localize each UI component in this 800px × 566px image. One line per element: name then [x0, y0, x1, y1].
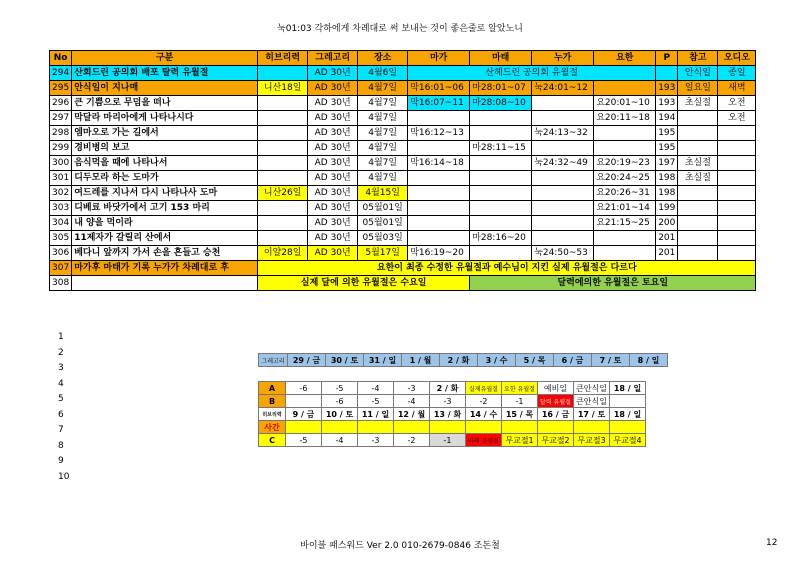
table-row — [50, 231, 756, 246]
matthew-ref — [470, 111, 532, 126]
grid-cell: 14 / 수 — [466, 408, 502, 421]
wednesday-note: 실제 달에 의한 유월절은 수요일 — [258, 276, 470, 291]
row-title: 여드레를 지나서 다시 나타나사 도마 — [72, 186, 258, 201]
header-cell: 마가 — [408, 51, 470, 66]
line-number: 2 — [58, 347, 64, 358]
matthew-ref — [470, 201, 532, 216]
audio — [718, 201, 756, 216]
row-number: 300 — [50, 156, 72, 171]
matthew-ref — [470, 216, 532, 231]
row-number: 294 — [50, 66, 72, 81]
line-number: 3 — [58, 363, 64, 373]
date: 5월17일 — [358, 246, 408, 261]
note: 초실절 — [678, 156, 718, 171]
mark-ref: 막16:14~18 — [408, 156, 470, 171]
note — [678, 111, 718, 126]
table-row — [50, 96, 756, 111]
row-title: 엠마오로 가는 길에서 — [72, 126, 258, 141]
luke-ref — [532, 141, 594, 156]
calendar-day: 29 / 금 — [288, 354, 326, 367]
hebrew-date: 니산26일 — [258, 186, 308, 201]
grid-cell: 12 / 월 — [394, 408, 430, 421]
john-ref: 요20:01~10 — [594, 96, 656, 111]
audio — [718, 171, 756, 186]
john-ref: 요21:15~25 — [594, 216, 656, 231]
hebrew-date — [258, 216, 308, 231]
page-ref: 193 — [656, 96, 678, 111]
grid-cell: 무교절4 — [610, 434, 646, 447]
luke-ref — [532, 216, 594, 231]
row-title: 11제자가 갈릴리 산에서 — [72, 231, 258, 246]
grid-cell — [610, 395, 646, 408]
date: 4월7일 — [358, 141, 408, 156]
table-row — [50, 111, 756, 126]
luke-ref: 눅24:13~32 — [532, 126, 594, 141]
row-number: 295 — [50, 81, 72, 96]
grid-cell: 무교절1 — [502, 434, 538, 447]
passover-grid — [258, 381, 646, 447]
luke-ref: 눅24:32~49 — [532, 156, 594, 171]
john-ref: 요21:01~14 — [594, 201, 656, 216]
header-cell: 마태 — [470, 51, 532, 66]
line-number: 4 — [58, 378, 64, 389]
row-number: 299 — [50, 141, 72, 156]
grid-cell: 무교절3 — [574, 434, 610, 447]
date: 4월7일 — [358, 156, 408, 171]
grid-row — [259, 408, 646, 421]
gregorian-year: AD 30년 — [308, 246, 358, 261]
hebrew-date — [258, 231, 308, 246]
row-number: 307 — [50, 261, 72, 276]
grid-cell: 달력 유월절 — [538, 395, 574, 408]
grid-cell: -4 — [394, 395, 430, 408]
gregorian-year: AD 30년 — [308, 216, 358, 231]
footer: 바이블 패스워드 Ver 2.0 010-2679-0846 조돈철 — [300, 541, 500, 551]
grid-cell: -5 — [286, 434, 322, 447]
note — [678, 231, 718, 246]
john-ref — [594, 81, 656, 96]
gregorian-year: AD 30년 — [308, 66, 358, 81]
grid-cell: 2 / 화 — [430, 382, 466, 395]
table-row — [50, 261, 756, 276]
header-cell: 히브리력 — [258, 51, 308, 66]
row-title: 안식일이 지나매 — [72, 81, 258, 96]
grid-cell — [610, 421, 646, 434]
saturday-note: 달력에의한 유월절은 토요일 — [470, 276, 756, 291]
calendar-day: 8 / 일 — [630, 354, 668, 367]
grid-cell: -5 — [322, 382, 358, 395]
date: 05월01일 — [358, 216, 408, 231]
table-row — [50, 66, 756, 81]
header-cell: 오디오 — [718, 51, 756, 66]
date: 05월01일 — [358, 201, 408, 216]
header-cell: 그레고리 — [308, 51, 358, 66]
page-ref: 194 — [656, 111, 678, 126]
grid-cell: 18 / 일 — [610, 408, 646, 421]
line-numbers — [58, 330, 69, 485]
page-title: 눅01:03 각하에게 차례대로 써 보내는 것이 좋은줄로 알았노니 — [277, 24, 523, 34]
grid-row — [259, 421, 646, 434]
audio: 오전 — [718, 111, 756, 126]
grid-cell: 9 / 금 — [286, 408, 322, 421]
row-title: 경비병의 보고 — [72, 141, 258, 156]
mark-ref: 막16:07~11 — [408, 96, 470, 111]
row-number: 302 — [50, 186, 72, 201]
date: 05월03일 — [358, 231, 408, 246]
line-number: 1 — [58, 332, 64, 342]
hebrew-date — [258, 171, 308, 186]
table-row — [50, 141, 756, 156]
summary-note: 요한이 최종 수정한 유월절과 예수님이 지킨 실제 유월절은 다르다 — [258, 261, 756, 276]
mark-ref: 막16:19~20 — [408, 246, 470, 261]
mark-ref — [408, 141, 470, 156]
grid-cell: 18 / 일 — [610, 382, 646, 395]
date: 4월15일 — [358, 186, 408, 201]
mark-ref: 막16:12~13 — [408, 126, 470, 141]
page-ref — [656, 66, 678, 81]
matthew-ref — [470, 171, 532, 186]
gregorian-year: AD 30년 — [308, 126, 358, 141]
note — [678, 216, 718, 231]
row-number: 305 — [50, 231, 72, 246]
grid-cell: 10 / 토 — [322, 408, 358, 421]
row-title: 내 양을 먹이라 — [72, 216, 258, 231]
grid-cell: -6 — [286, 382, 322, 395]
date: 4월7일 — [358, 126, 408, 141]
grid-cell: 큰안식일 — [574, 395, 610, 408]
john-ref: 요20:24~25 — [594, 171, 656, 186]
gregorian-year: AD 30년 — [308, 201, 358, 216]
header-cell: 참고 — [678, 51, 718, 66]
luke-ref: 눅24:01~12 — [532, 81, 594, 96]
row-number: 303 — [50, 201, 72, 216]
gregorian-year: AD 30년 — [308, 81, 358, 96]
table-row — [50, 276, 756, 291]
grid-cell: -1 — [430, 434, 466, 447]
mark-ref — [408, 111, 470, 126]
luke-ref — [532, 231, 594, 246]
table-row — [50, 81, 756, 96]
grid-row — [259, 395, 646, 408]
row-number: 297 — [50, 111, 72, 126]
luke-ref — [532, 201, 594, 216]
gregorian-year: AD 30년 — [308, 96, 358, 111]
row-number: 308 — [50, 276, 72, 291]
grid-cell: 마태 유월절 — [466, 434, 502, 447]
row-title: 음식먹을 때에 나타나서 — [72, 156, 258, 171]
line-number: 5 — [58, 394, 64, 404]
mark-ref: 막16:01~06 — [408, 81, 470, 96]
john-ref — [594, 126, 656, 141]
grid-row — [259, 382, 646, 395]
note — [678, 201, 718, 216]
table-row — [50, 201, 756, 216]
grid-cell: 실제유월절 — [466, 382, 502, 395]
date: 4월7일 — [358, 111, 408, 126]
mark-ref — [408, 201, 470, 216]
header-cell: No — [50, 51, 72, 66]
note: 일요일 — [678, 81, 718, 96]
grid-cell — [394, 421, 430, 434]
matthew-ref: 마28:16~20 — [470, 231, 532, 246]
calendar-day: 6 / 금 — [554, 354, 592, 367]
note: 안식일 — [678, 66, 718, 81]
hebrew-date — [258, 201, 308, 216]
hebrew-date: 니산18일 — [258, 81, 308, 96]
john-ref: 요20:11~18 — [594, 111, 656, 126]
table-row — [50, 216, 756, 231]
row-number: 306 — [50, 246, 72, 261]
calendar-day: 5 / 목 — [516, 354, 554, 367]
note: 초실질 — [678, 171, 718, 186]
note: 초실절 — [678, 96, 718, 111]
row-number: 298 — [50, 126, 72, 141]
luke-ref — [532, 111, 594, 126]
row-title: 산회드린 공의회 배포 탈력 유월절 — [72, 66, 258, 81]
header-cell: 구분 — [72, 51, 258, 66]
grid-cell: -3 — [358, 434, 394, 447]
grid-cell — [286, 395, 322, 408]
date: 4월7일 — [358, 96, 408, 111]
calendar-top — [258, 353, 668, 367]
row-number: 301 — [50, 171, 72, 186]
date: 4월6일 — [358, 66, 408, 81]
grid-cell: 17 / 토 — [574, 408, 610, 421]
calendar-day: 7 / 토 — [592, 354, 630, 367]
grid-cell: -4 — [322, 434, 358, 447]
grid-cell — [322, 421, 358, 434]
grid-label: 사간 — [259, 421, 286, 434]
line-number: 6 — [58, 409, 64, 420]
grid-cell: -1 — [502, 395, 538, 408]
audio — [718, 231, 756, 246]
row-number: 296 — [50, 96, 72, 111]
grid-cell: 13 / 화 — [430, 408, 466, 421]
line-number: 9 — [58, 456, 64, 466]
row-title: 마가후 마태가 기록 누가가 차례대로 후 — [72, 261, 258, 276]
grid-cell: -5 — [358, 395, 394, 408]
calendar-day: 30 / 토 — [326, 354, 364, 367]
mark-ref — [408, 171, 470, 186]
row-title: 디두모라 하는 도마가 — [72, 171, 258, 186]
gregorian-year: AD 30년 — [308, 171, 358, 186]
john-ref — [594, 246, 656, 261]
grid-cell: -6 — [322, 395, 358, 408]
grid-cell: -4 — [358, 382, 394, 395]
row-title: 베다니 앞까지 가서 손을 흔들고 승천 — [72, 246, 258, 261]
grid-cell — [358, 421, 394, 434]
grid-cell — [430, 421, 466, 434]
gregorian-year: AD 30년 — [308, 186, 358, 201]
page-number: 12 — [766, 538, 778, 548]
table-row — [50, 246, 756, 261]
grid-cell — [466, 421, 502, 434]
matthew-ref — [470, 156, 532, 171]
grid-cell — [286, 421, 322, 434]
grid-label: A — [259, 382, 286, 395]
header-cell: P — [656, 51, 678, 66]
header-cell: 장소 — [358, 51, 408, 66]
audio: 새벽 — [718, 81, 756, 96]
mark-ref — [408, 216, 470, 231]
header-cell: 누가 — [532, 51, 594, 66]
note — [678, 141, 718, 156]
grid-cell: 예비일 — [538, 382, 574, 395]
date: 4월7일 — [358, 81, 408, 96]
gregorian-year: AD 30년 — [308, 156, 358, 171]
row-title: 막달라 마리아에게 나타나시다 — [72, 111, 258, 126]
table-row — [50, 171, 756, 186]
grid-cell: -3 — [430, 395, 466, 408]
grid-cell: 15 / 목 — [502, 408, 538, 421]
page-ref: 193 — [656, 81, 678, 96]
matthew-ref — [470, 246, 532, 261]
page-ref: 195 — [656, 141, 678, 156]
matthew-ref — [470, 186, 532, 201]
audio — [718, 141, 756, 156]
page-ref: 201 — [656, 231, 678, 246]
page-ref: 195 — [656, 126, 678, 141]
calendar-day: 1 / 월 — [402, 354, 440, 367]
john-ref: 요20:26~31 — [594, 186, 656, 201]
row-title — [72, 276, 258, 291]
calendar-label: 그레고리 — [259, 354, 288, 367]
audio — [718, 216, 756, 231]
line-number: 7 — [58, 425, 64, 435]
luke-ref — [532, 96, 594, 111]
note — [678, 186, 718, 201]
page-ref: 198 — [656, 186, 678, 201]
page-ref: 200 — [656, 216, 678, 231]
grid-cell: -2 — [466, 395, 502, 408]
header-cell: 요한 — [594, 51, 656, 66]
hebrew-date — [258, 156, 308, 171]
hebrew-date — [258, 141, 308, 156]
grid-label: 히브리력 — [259, 408, 286, 421]
grid-cell: 16 / 금 — [538, 408, 574, 421]
calendar-day: 31 / 일 — [364, 354, 402, 367]
grid-cell — [502, 421, 538, 434]
page-ref: 201 — [656, 246, 678, 261]
line-number: 10 — [58, 471, 70, 482]
row-title: 디베료 바닷가에서 고기 153 마리 — [72, 201, 258, 216]
merged-note: 산헤드린 공의회 유월절 — [408, 66, 656, 81]
audio — [718, 246, 756, 261]
hebrew-date: 이얄28일 — [258, 246, 308, 261]
row-number: 304 — [50, 216, 72, 231]
audio — [718, 186, 756, 201]
grid-cell — [538, 421, 574, 434]
matthew-ref — [470, 126, 532, 141]
grid-cell: 무교절2 — [538, 434, 574, 447]
luke-ref: 눅24:50~53 — [532, 246, 594, 261]
audio — [718, 126, 756, 141]
page-ref: 197 — [656, 156, 678, 171]
grid-label: C — [259, 434, 286, 447]
gregorian-year: AD 30년 — [308, 231, 358, 246]
audio — [718, 156, 756, 171]
note — [678, 246, 718, 261]
grid-cell: -2 — [394, 434, 430, 447]
audio: 종일 — [718, 66, 756, 81]
hebrew-date — [258, 111, 308, 126]
hebrew-date — [258, 66, 308, 81]
calendar-day: 2 / 화 — [440, 354, 478, 367]
grid-cell: 11 / 일 — [358, 408, 394, 421]
calendar-day: 3 / 수 — [478, 354, 516, 367]
john-ref — [594, 141, 656, 156]
grid-cell: 요한 유월절 — [502, 382, 538, 395]
date: 4월7일 — [358, 171, 408, 186]
matthew-ref: 마28:08~10 — [470, 96, 532, 111]
table-row — [50, 126, 756, 141]
john-ref: 요20:19~23 — [594, 156, 656, 171]
mark-ref — [408, 231, 470, 246]
hebrew-date — [258, 126, 308, 141]
luke-ref — [532, 186, 594, 201]
row-title: 큰 기쁨으로 무덤을 떠나 — [72, 96, 258, 111]
grid-cell: 큰안식일 — [574, 382, 610, 395]
page-ref: 198 — [656, 171, 678, 186]
timeline-table — [49, 50, 756, 291]
hebrew-date — [258, 96, 308, 111]
grid-label: B — [259, 395, 286, 408]
line-number: 8 — [58, 440, 64, 451]
luke-ref — [532, 171, 594, 186]
grid-cell: -3 — [394, 382, 430, 395]
matthew-ref: 마28:11~15 — [470, 141, 532, 156]
note — [678, 126, 718, 141]
page-ref: 199 — [656, 201, 678, 216]
john-ref — [594, 231, 656, 246]
gregorian-year: AD 30년 — [308, 141, 358, 156]
mark-ref — [408, 186, 470, 201]
table-row — [50, 156, 756, 171]
grid-row — [259, 434, 646, 447]
audio: 오전 — [718, 96, 756, 111]
grid-cell — [574, 421, 610, 434]
matthew-ref: 마28:01~07 — [470, 81, 532, 96]
gregorian-year: AD 30년 — [308, 111, 358, 126]
table-row — [50, 186, 756, 201]
